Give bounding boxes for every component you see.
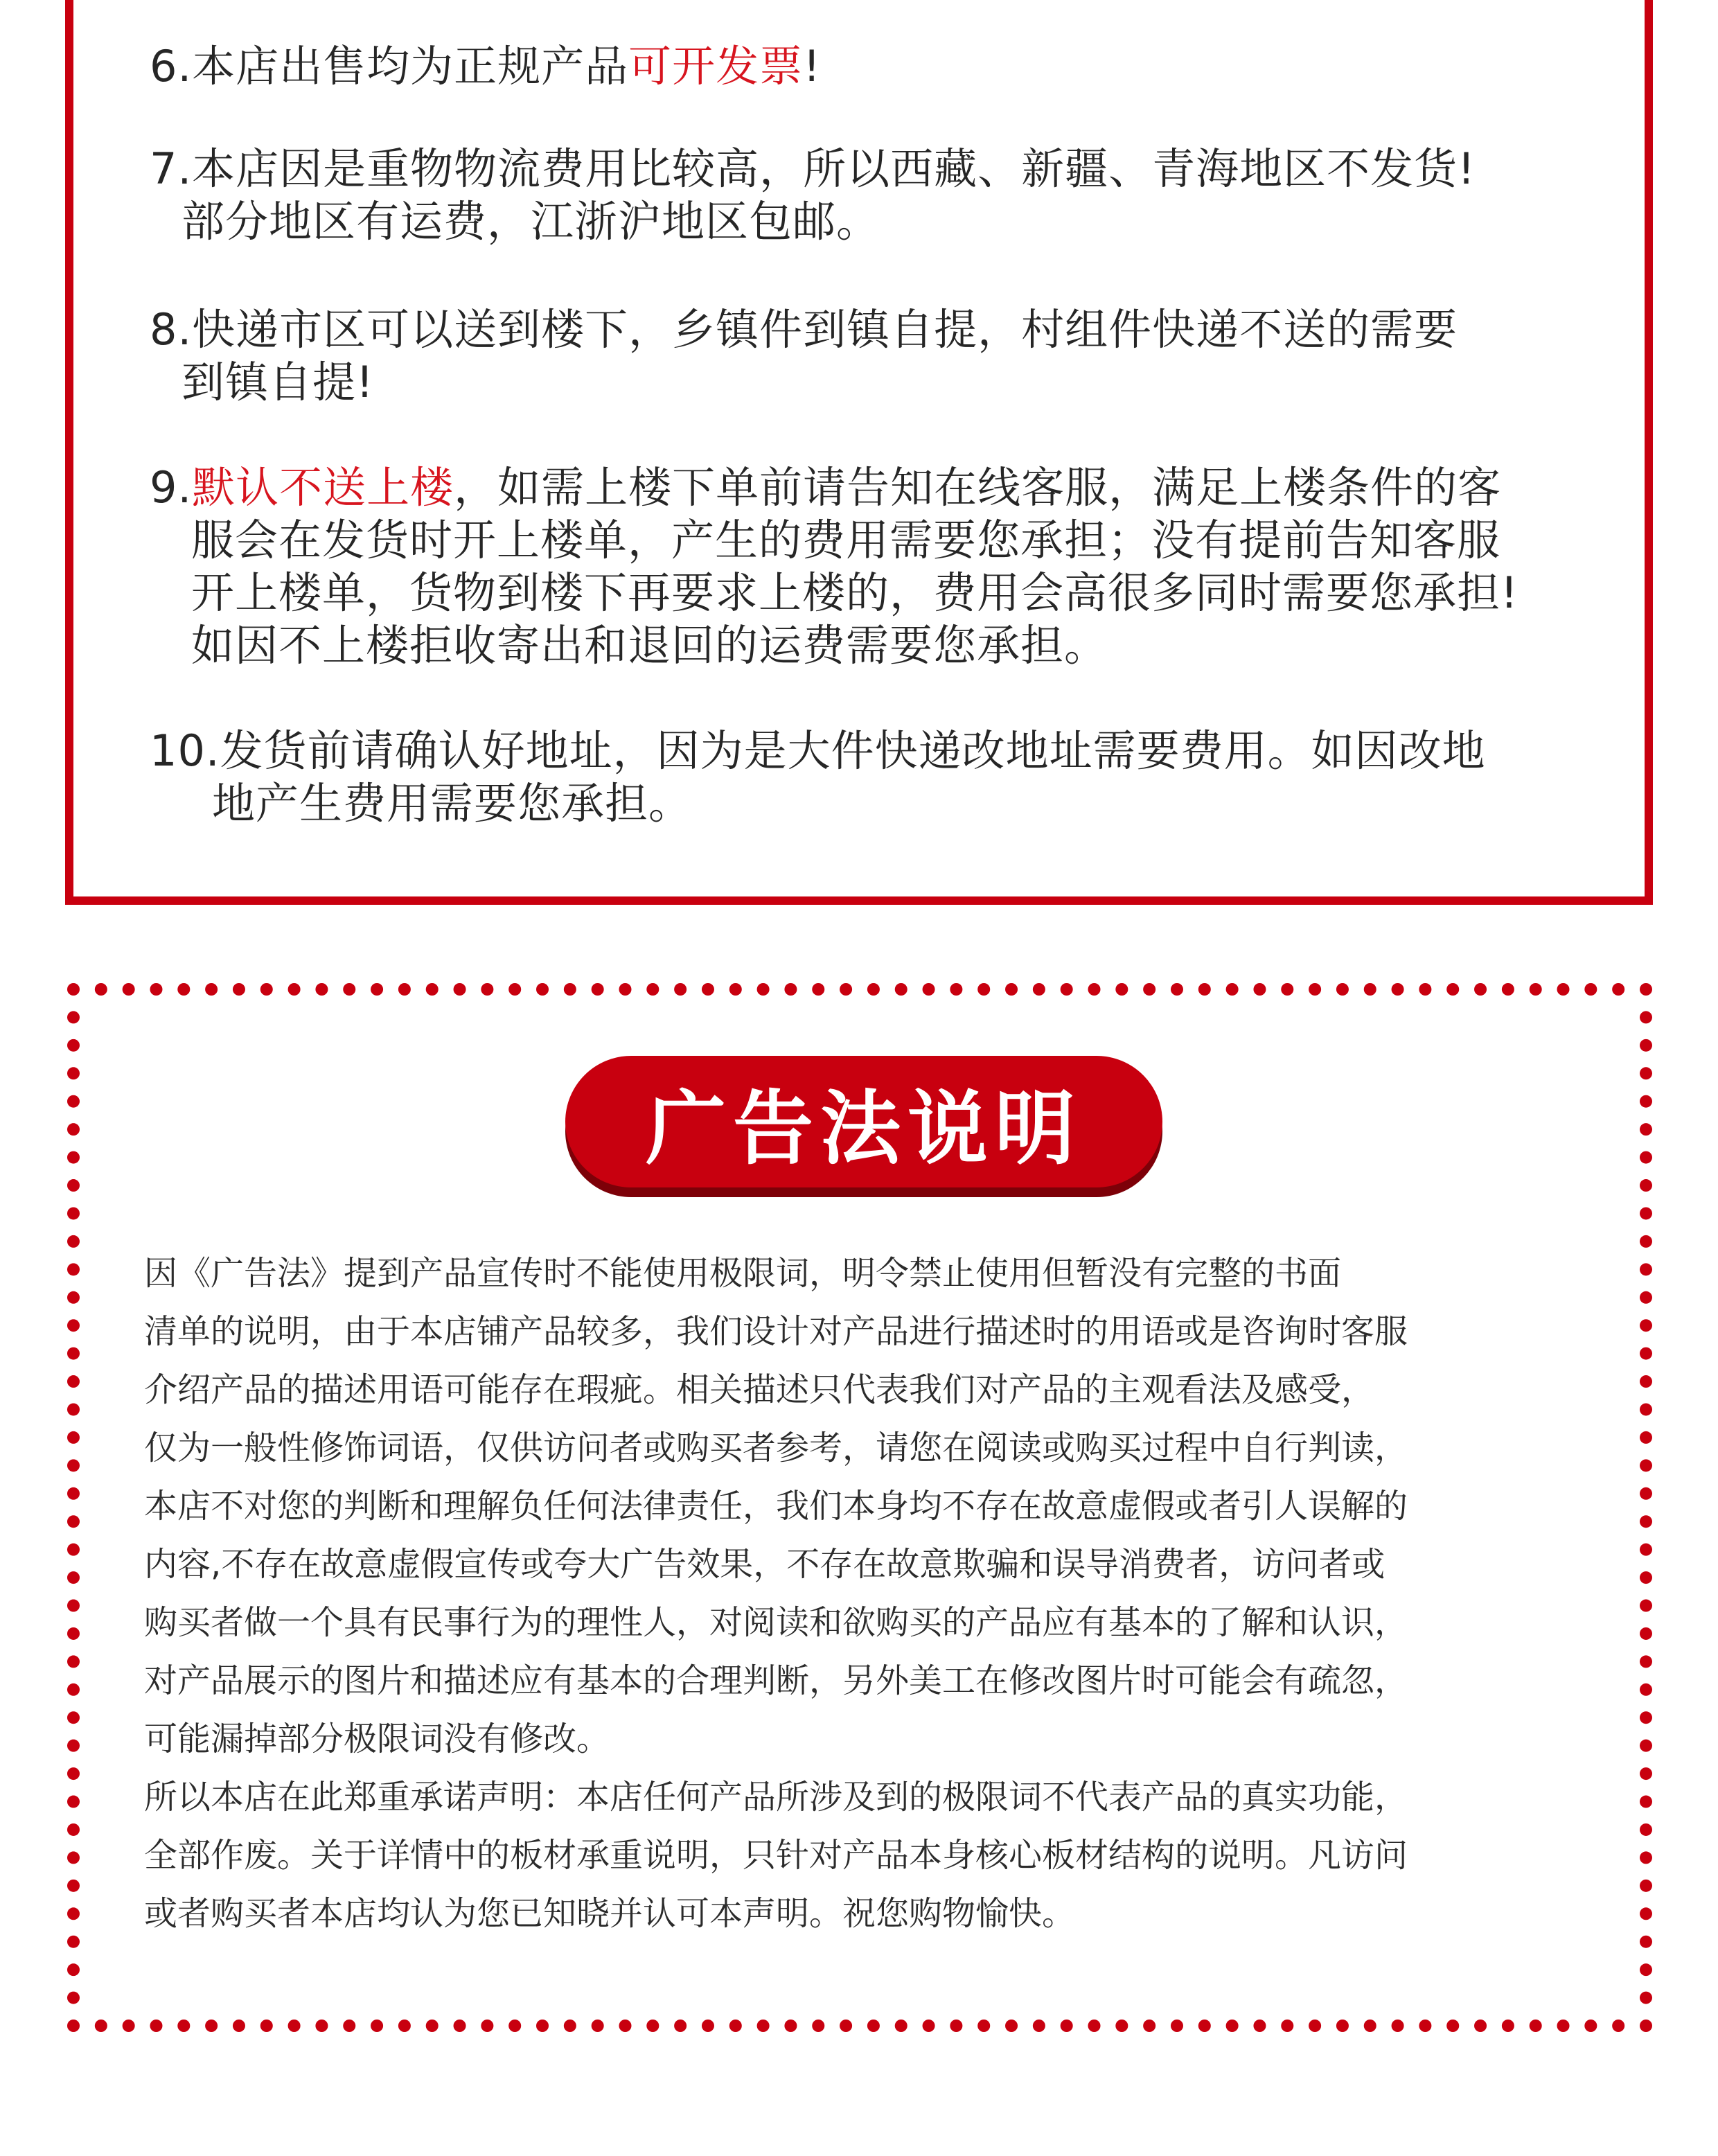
border-dot [67, 1431, 80, 1444]
border-dot [67, 1851, 80, 1864]
border-dot [1640, 1851, 1652, 1864]
border-dot [646, 983, 659, 996]
border-dot [729, 983, 742, 996]
border-dot [1640, 1487, 1652, 1500]
border-dot [1640, 1263, 1652, 1275]
border-dot [1502, 983, 1514, 996]
border-dot [1226, 983, 1239, 996]
notice-number: 8. [150, 304, 193, 355]
border-dot [1033, 2020, 1045, 2032]
notice-line [150, 356, 1458, 409]
border-dot [1419, 983, 1431, 996]
notice-line [150, 40, 821, 93]
ad-law-line: 本店不对您的判断和理解负任何法律责任，我们本身均不存在故意虚假或者引人误解的 [144, 1487, 1408, 1526]
notice-highlight: 默认不送上楼 [192, 462, 454, 513]
border-dot [67, 1571, 80, 1584]
notice-line [150, 303, 1458, 356]
border-dot [1640, 983, 1652, 996]
border-dot [1088, 2020, 1101, 2032]
border-dot [1530, 2020, 1542, 2032]
border-dot [1446, 2020, 1459, 2032]
border-dot [1474, 983, 1487, 996]
border-dot [1640, 1319, 1652, 1332]
border-dot [67, 1992, 80, 2004]
border-dot [1474, 2020, 1487, 2032]
border-dot [454, 983, 466, 996]
border-dot [1198, 2020, 1211, 2032]
ad-law-panel [65, 981, 1654, 2034]
border-dot [288, 983, 301, 996]
border-dot [67, 1796, 80, 1808]
border-dot [315, 2020, 328, 2032]
border-dot [757, 983, 770, 996]
border-dot [1005, 983, 1018, 996]
ad-law-line: 仅为一般性修饰词语，仅供访问者或购买者参考，请您在阅读或购买过程中自行判读， [144, 1429, 1408, 1467]
border-dot [426, 983, 439, 996]
border-dot [481, 2020, 493, 2032]
border-dot [1640, 1627, 1652, 1640]
notice-line [150, 777, 1486, 830]
border-dot [1088, 983, 1101, 996]
border-dot [288, 2020, 301, 2032]
border-dot [398, 983, 411, 996]
border-dot [1640, 1600, 1652, 1612]
border-dot [260, 983, 273, 996]
border-dot [1640, 1684, 1652, 1696]
border-dot [536, 983, 549, 996]
border-dot [1640, 1431, 1652, 1444]
border-dot [1640, 1039, 1652, 1052]
border-dot [1640, 1011, 1652, 1023]
border-dot [67, 1011, 80, 1023]
border-dot [1640, 1767, 1652, 1780]
border-dot [840, 2020, 852, 2032]
border-dot [1171, 983, 1183, 996]
border-dot [1253, 2020, 1266, 2032]
border-dot [592, 2020, 604, 2032]
border-dot [67, 1235, 80, 1248]
notice-number: 9. [150, 462, 193, 513]
border-dot [67, 1936, 80, 1948]
border-dot [1584, 983, 1597, 996]
border-dot [1640, 1936, 1652, 1948]
border-dot [1557, 2020, 1570, 2032]
border-dot [123, 983, 135, 996]
ad-law-line: 介绍产品的描述用语可能存在瑕疵。相关描述只代表我们对产品的主观看法及感受， [144, 1370, 1375, 1409]
border-dot [1640, 1095, 1652, 1108]
border-dot [1612, 983, 1624, 996]
border-dot [1253, 983, 1266, 996]
notice-line [150, 461, 1518, 514]
border-dot [646, 2020, 659, 2032]
notice-highlight: 可开发票 [628, 41, 804, 91]
notice-item [150, 143, 1476, 248]
notice-number: 7. [150, 143, 193, 194]
border-dot [867, 983, 880, 996]
border-dot [1281, 983, 1293, 996]
border-dot [977, 2020, 990, 2032]
border-dot [1612, 2020, 1624, 2032]
border-dot [1446, 983, 1459, 996]
border-dot [674, 2020, 687, 2032]
notice-text: 快递市区可以送到楼下，乡镇件到镇自提，村组件快递不送的需要 [192, 304, 1458, 355]
border-dot [1640, 1740, 1652, 1752]
border-dot [233, 2020, 245, 2032]
border-dot [1640, 1235, 1652, 1248]
border-dot [619, 2020, 631, 2032]
border-dot [67, 1403, 80, 1415]
border-dot [1640, 1067, 1652, 1079]
border-dot [233, 983, 245, 996]
border-dot [1640, 1403, 1652, 1415]
ad-law-line: 对产品展示的图片和描述应有基本的合理判断，另外美工在修改图片时可能会有疏忽， [144, 1661, 1408, 1700]
notice-line [150, 514, 1518, 567]
border-dot [343, 983, 355, 996]
notice-text: 到镇自提! [181, 357, 374, 407]
border-dot [674, 983, 687, 996]
border-dot [1115, 983, 1128, 996]
border-dot [1640, 1907, 1652, 1920]
border-dot [950, 2020, 962, 2032]
border-dot [205, 2020, 218, 2032]
notice-text: 部分地区有运费，江浙沪地区包邮。 [181, 196, 880, 247]
border-dot [1309, 2020, 1321, 2032]
border-dot [67, 1459, 80, 1472]
border-dot [1392, 2020, 1404, 2032]
border-dot [1640, 1880, 1652, 1892]
ad-law-statement [144, 1244, 1627, 1943]
shipping-notice-panel [65, 0, 1653, 905]
border-dot [592, 983, 604, 996]
notice-text: 发货前请确认好地址，因为是大件快递改地址需要费用。如因改地 [220, 725, 1486, 776]
border-dot [315, 983, 328, 996]
notice-line [150, 195, 1476, 248]
border-dot [1530, 983, 1542, 996]
border-dot [1640, 2020, 1652, 2032]
border-dot [1640, 1992, 1652, 2004]
border-dot [1061, 2020, 1073, 2032]
border-dot [619, 983, 631, 996]
notice-line [150, 619, 1518, 672]
border-dot [1143, 2020, 1155, 2032]
border-dot [95, 2020, 107, 2032]
border-dot [67, 1263, 80, 1275]
border-dot [67, 1544, 80, 1556]
border-dot [67, 1515, 80, 1528]
border-dot [177, 983, 190, 996]
border-dot [1281, 2020, 1293, 2032]
notice-line [150, 725, 1486, 777]
border-dot [1640, 1375, 1652, 1388]
border-dot [702, 983, 714, 996]
border-dot [1557, 983, 1570, 996]
ad-law-line: 内容,不存在故意虚假宣传或夸大广告效果，不存在故意欺骗和误导消费者，访问者或 [144, 1545, 1385, 1584]
border-dot [343, 2020, 355, 2032]
notice-text: 开上楼单，货物到楼下再要求上楼的，费用会高很多同时需要您承担! [191, 567, 1518, 618]
border-dot [67, 1684, 80, 1696]
ad-law-line: 或者购买者本店均认为您已知晓并认可本声明。祝您购物愉快。 [144, 1894, 1076, 1933]
border-dot [150, 983, 162, 996]
border-dot [260, 2020, 273, 2032]
border-dot [398, 2020, 411, 2032]
border-dot [371, 2020, 383, 2032]
border-dot [67, 1207, 80, 1219]
border-dot [508, 983, 521, 996]
border-dot [1143, 983, 1155, 996]
border-dot [977, 983, 990, 996]
border-dot [895, 983, 907, 996]
notice-text: 本店因是重物物流费用比较高，所以西藏、新疆、青海地区不发货! [192, 143, 1476, 194]
notice-line [150, 143, 1476, 195]
border-dot [67, 1487, 80, 1500]
border-dot [67, 1319, 80, 1332]
border-dot [1640, 1291, 1652, 1304]
border-dot [371, 983, 383, 996]
border-dot [1640, 1823, 1652, 1836]
border-dot [177, 2020, 190, 2032]
border-dot [812, 2020, 824, 2032]
border-dot [1364, 983, 1376, 996]
border-dot [508, 2020, 521, 2032]
notice-item [150, 303, 1458, 409]
border-dot [481, 983, 493, 996]
notice-text: 如因不上楼拒收寄出和退回的运费需要您承担。 [191, 620, 1108, 671]
border-dot [1336, 983, 1349, 996]
border-dot [1640, 1655, 1652, 1668]
border-dot [757, 2020, 770, 2032]
border-dot [923, 2020, 935, 2032]
notice-text: ! [803, 41, 822, 91]
notice-text: 地产生费用需要您承担。 [212, 778, 693, 829]
border-dot [784, 2020, 797, 2032]
border-dot [1640, 1179, 1652, 1192]
notice-item [150, 40, 821, 93]
border-dot [67, 1655, 80, 1668]
notice-text: 服会在发货时开上楼单，产生的费用需要您承担；没有提前告知客服 [191, 515, 1501, 565]
ad-law-line: 因《广告法》提到产品宣传时不能使用极限词，明令禁止使用但暂没有完整的书面 [144, 1254, 1342, 1293]
ad-law-line: 全部作废。关于详情中的板材承重说明，只针对产品本身核心板材结构的说明。凡访问 [144, 1836, 1408, 1875]
ad-law-line: 购买者做一个具有民事行为的理性人，对阅读和欲购买的产品应有基本的了解和认识， [144, 1603, 1408, 1642]
border-dot [67, 1039, 80, 1052]
border-dot [895, 2020, 907, 2032]
border-dot [67, 983, 80, 996]
notice-text: 本店出售均为正规产品 [192, 41, 629, 91]
border-dot [67, 1740, 80, 1752]
border-dot [923, 983, 935, 996]
border-dot [1640, 1515, 1652, 1528]
border-dot [1640, 1151, 1652, 1164]
border-dot [1171, 2020, 1183, 2032]
border-dot [67, 1179, 80, 1192]
border-dot [812, 983, 824, 996]
border-dot [67, 2020, 80, 2032]
border-dot [67, 1291, 80, 1304]
border-dot [1640, 1123, 1652, 1136]
border-dot [1640, 1348, 1652, 1360]
border-dot [67, 1067, 80, 1079]
ad-law-line: 所以本店在此郑重承诺声明：本店任何产品所涉及到的极限词不代表产品的真实功能， [144, 1778, 1408, 1817]
border-dot [1640, 1796, 1652, 1808]
border-dot [784, 983, 797, 996]
notice-item [150, 461, 1518, 672]
notice-line [150, 567, 1518, 619]
border-dot [867, 2020, 880, 2032]
border-dot [729, 2020, 742, 2032]
border-dot [1005, 2020, 1018, 2032]
border-dot [1584, 2020, 1597, 2032]
border-dot [840, 983, 852, 996]
border-dot [564, 983, 576, 996]
border-dot [1198, 983, 1211, 996]
border-dot [67, 1627, 80, 1640]
border-dot [1392, 983, 1404, 996]
notice-text: ，如需上楼下单前请告知在线客服，满足上楼条件的客 [454, 462, 1502, 513]
border-dot [1033, 983, 1045, 996]
notice-item [150, 725, 1486, 830]
border-dot [1419, 2020, 1431, 2032]
border-dot [1640, 1711, 1652, 1724]
border-dot [1502, 2020, 1514, 2032]
border-dot [67, 1600, 80, 1612]
border-dot [67, 1907, 80, 1920]
notice-number: 10. [150, 725, 220, 776]
border-dot [67, 1823, 80, 1836]
border-dot [123, 2020, 135, 2032]
notice-number: 6. [150, 41, 193, 91]
border-dot [67, 1880, 80, 1892]
border-dot [67, 1711, 80, 1724]
border-dot [95, 983, 107, 996]
ad-law-line: 可能漏掉部分极限词没有修改。 [144, 1720, 610, 1758]
border-dot [67, 1095, 80, 1108]
border-dot [1336, 2020, 1349, 2032]
border-dot [1640, 1544, 1652, 1556]
border-dot [702, 2020, 714, 2032]
ad-law-title-badge [565, 1056, 1162, 1187]
border-dot [1640, 1963, 1652, 1976]
border-dot [564, 2020, 576, 2032]
border-dot [150, 2020, 162, 2032]
border-dot [454, 2020, 466, 2032]
border-dot [536, 2020, 549, 2032]
border-dot [1364, 2020, 1376, 2032]
border-dot [1226, 2020, 1239, 2032]
border-dot [1640, 1571, 1652, 1584]
border-dot [1115, 2020, 1128, 2032]
border-dot [67, 1963, 80, 1976]
border-dot [950, 983, 962, 996]
border-dot [205, 983, 218, 996]
border-dot [67, 1151, 80, 1164]
border-dot [1061, 983, 1073, 996]
border-dot [67, 1767, 80, 1780]
ad-law-title: 广告法说明 [646, 1081, 1082, 1176]
border-dot [67, 1348, 80, 1360]
border-dot [426, 2020, 439, 2032]
border-dot [67, 1375, 80, 1388]
border-dot [67, 1123, 80, 1136]
border-dot [1640, 1207, 1652, 1219]
ad-law-line: 清单的说明，由于本店铺产品较多，我们设计对产品进行描述时的用语或是咨询时客服 [144, 1312, 1408, 1351]
border-dot [1309, 983, 1321, 996]
border-dot [1640, 1459, 1652, 1472]
